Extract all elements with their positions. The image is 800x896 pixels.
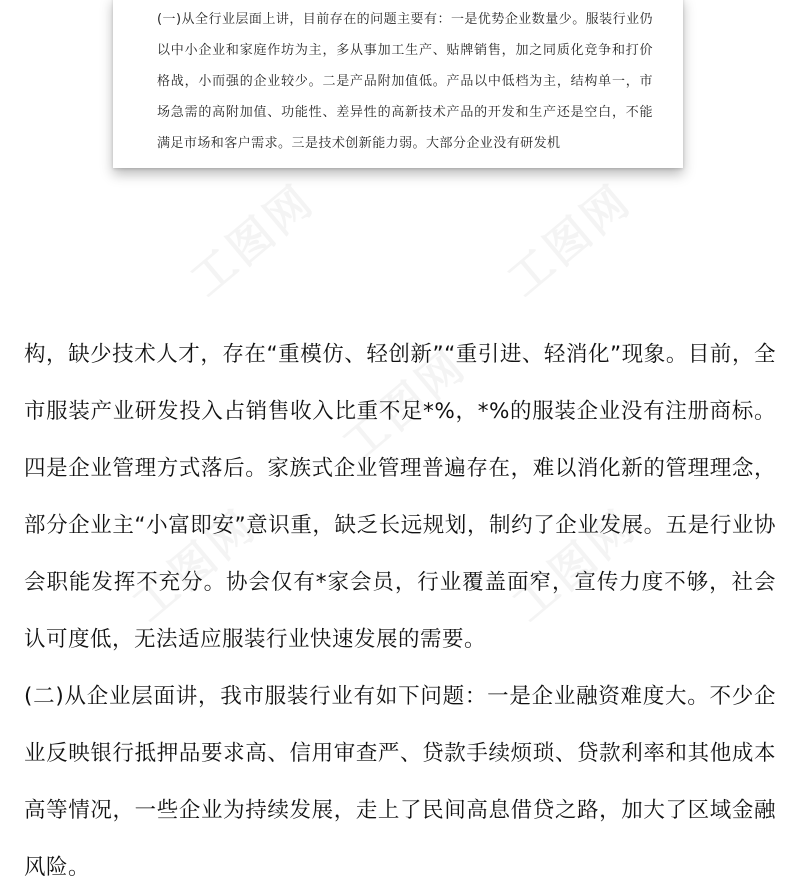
watermark: 工图网 — [333, 339, 477, 472]
preview-card — [113, 0, 683, 168]
body-paragraph: 构，缺少技术人才，存在“重模仿、轻创新”“重引进、轻消化”现象。目前，全市服装产业研发投入占销售收入比重不足*%，*%的服装企业没有注册商标。四是企业管理方式落后。家族式企业管理普遍存在，难以消化新的管理理念，部分企业主“小富即安”意识重，缺乏长远规划，制约了企业发展。五是行业协会职能发挥不充分。协会仅有*家会员，行业覆盖面窄，宣传力度不够，社会认可度低，无法适应服装行业快速发展的需要。 — [24, 342, 776, 652]
watermark: 工图网 — [498, 174, 642, 307]
body-paragraph: (二)从企业层面讲，我市服装行业有如下问题：一是企业融资难度大。不少企业反映银行抵押品要求高、信用审查严、贷款手续烦琐、贷款利率和其他成本高等情况，一些企业为持续发展，走上了民间高息借贷之路，加大了区域金融风险。 — [24, 684, 776, 880]
watermark: 工图网 — [503, 499, 647, 632]
document-body — [24, 326, 776, 896]
watermark: 工图网 — [123, 499, 267, 632]
watermark: 工图网 — [181, 174, 325, 307]
preview-paragraph: (一)从全行业层面上讲，目前存在的问题主要有：一是优势企业数量少。服装行业仍以中小企业和家庭作坊为主，多从事加工生产、贴牌销售，加之同质化竞争和打价格战，小而强的企业较少。二是产品附加值低。产品以中低档为主，结构单一，市场急需的高附加值、功能性、差异性的高新技术产品的开发和生产还是空白，不能满足市场和客户需求。三是技术创新能力弱。大部分企业没有研发机 — [157, 12, 653, 151]
